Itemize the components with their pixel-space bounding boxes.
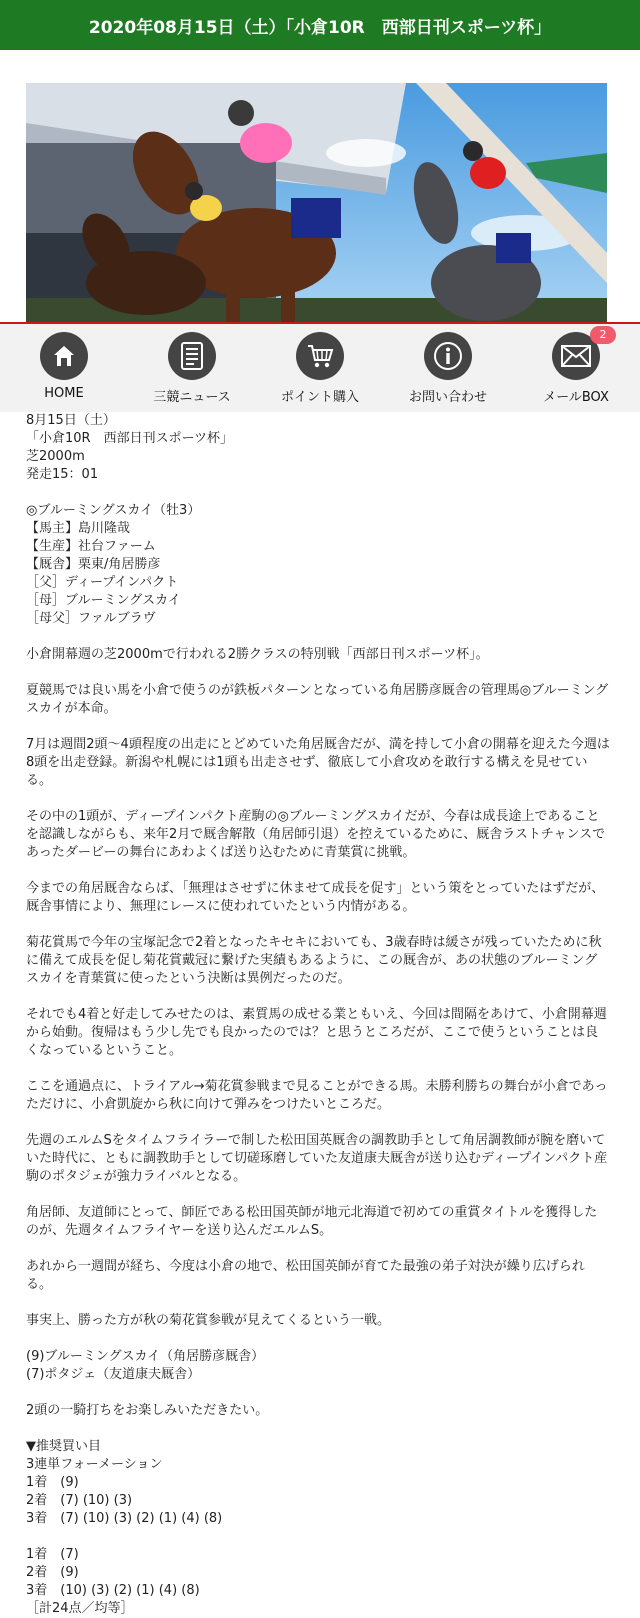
nav-mailbox[interactable]: [512, 324, 640, 412]
race-distance: 芝2000m: [26, 449, 85, 464]
page-title-bar: [0, 0, 640, 50]
race-date: 8月15日（土）: [26, 413, 116, 428]
horse-name: ◎ブルーミングスカイ（牡3）: [26, 503, 201, 518]
race-name: 「小倉10R 西部日刊スポーツ杯」: [26, 431, 234, 446]
paragraph: 菊花賞馬で今年の宝塚記念で2着となったキセキにおいても、3歳春時は緩さが残っていたために秋に備えて成長を促し菊花賞戴冠に繋げた実績もあるように、この厩舎が、あの状態のブルーミングスカイを青葉賞に使ったという決断は異例だったのだ。: [26, 935, 602, 986]
horse-stable: 【厩舎】栗東/角居勝彦: [26, 557, 161, 572]
news-icon: [168, 332, 216, 380]
formation-line: 2着 (7) (10) (3): [26, 1493, 133, 1508]
paragraph: それでも4着と好走してみせたのは、素質馬の成せる業ともいえ、今回は間隔をあけて、小倉開幕週から始動。復帰はもう少し先でも良かったのでは？と思うところだが、ここで使うということは良くなっているということ。: [26, 1007, 607, 1058]
horse-racing-photo: [26, 83, 607, 323]
formation-line: 2着 (9): [26, 1565, 79, 1580]
paragraph: 今までの角居厩舎ならば、「無理はさせずに休ませて成長を促す」という策をとっていたはずだが、厩舎事情により、無理にレースに使われていたという内情がある。: [26, 881, 605, 914]
horse-dam: ［母］ブルーミングスカイ: [26, 593, 181, 608]
paragraph: その中の1頭が、ディープインパクト産駒の◎ブルーミングスカイだが、今春は成長途上であることを認識しながらも、来年2月で厩舎解散（角居師引退）を控えているために、厩舎ラストチャンスであったダービーの舞台にあわよくば送り込むために青葉賞に挑戦。: [26, 809, 606, 860]
nav-points[interactable]: [256, 324, 384, 412]
info-icon: [424, 332, 472, 380]
paragraph: 7月は週間2頭～4頭程度の出走にとどめていた角居厩舎だが、満を持して小倉の開幕を迎えた今週は8頭を出走登録。新潟や札幌には1頭も出走させず、徹底して小倉攻めを敢行する構えを見せている。: [26, 737, 610, 788]
paragraph: 事実上、勝った方が秋の菊花賞参戦が見えてくるという一戦。: [26, 1313, 391, 1328]
rival-line: (7)ポタジェ（友道康夫厩舎）: [26, 1367, 201, 1382]
paragraph: ここを通過点に、トライアル→菊花賞参戦まで見ることができる馬。未勝利勝ちの舞台が小倉であっただけに、小倉凱旋から秋に向けて弾みをつけたいところだ。: [26, 1079, 608, 1112]
nav-contact[interactable]: [384, 324, 512, 412]
picks-type: 3連単フォーメーション: [26, 1457, 163, 1472]
nav-contact-label: お問い合わせ: [408, 390, 487, 405]
page-title: 2020年08月15日（土）「小倉10R 西部日刊スポーツ杯」: [88, 17, 552, 38]
cart-icon: [296, 332, 344, 380]
closing-line: 2頭の一騎打ちをお楽しみいただきたい。: [26, 1403, 269, 1418]
race-post-time: 発走15：01: [26, 467, 99, 482]
paragraph: あれから一週間が経ち、今度は小倉の地で、松田国英師が育てた最強の弟子対決が繰り広げられる。: [26, 1259, 585, 1292]
nav-home-label: HOME: [44, 386, 84, 401]
paragraph: 角居師、友道師にとって、師匠である松田国英師が地元北海道で初めての重賞タイトルを獲得したのが、先週タイムフライヤーを送り込んだエルムS。: [26, 1205, 598, 1238]
formation-line: 3着 (7) (10) (3) (2) (1) (4) (8): [26, 1511, 223, 1526]
horse-owner: 【馬主】島川隆哉: [26, 521, 131, 536]
horse-sire: ［父］ディープインパクト: [26, 575, 179, 590]
formation-line: 1着 (9): [26, 1475, 79, 1490]
hero-image: [26, 83, 607, 323]
paragraph: 夏競馬では良い馬を小倉で使うのが鉄板パターンとなっている角居勝彦厩舎の管理馬◎ブルーミングスカイが本命。: [26, 683, 609, 716]
nav-home[interactable]: [0, 324, 128, 412]
rival-line: (9)ブルーミングスカイ（角居勝彦厩舎）: [26, 1349, 265, 1364]
formation-line: 1着 (7): [26, 1547, 79, 1562]
picks-title: ▼推奨買い目: [26, 1439, 101, 1454]
picks-total: ［計24点／均等］: [26, 1601, 134, 1616]
nav-points-label: ポイント購入: [280, 390, 359, 405]
mail-badge: 2: [590, 326, 616, 344]
horse-breeder: 【生産】社台ファーム: [26, 539, 156, 554]
main-nav: [0, 324, 640, 412]
nav-mailbox-label: メールBOX: [543, 390, 609, 405]
home-icon: [40, 332, 88, 380]
nav-news[interactable]: [128, 324, 256, 412]
article-body: [26, 412, 610, 1618]
nav-news-label: 三競ニュース: [153, 390, 231, 405]
paragraph: 小倉開幕週の芝2000mで行われる2勝クラスの特別戦「西部日刊スポーツ杯」。: [26, 647, 489, 662]
paragraph: 先週のエルムSをタイムフライラーで制した松田国英厩舎の調教助手として角居調教師が腕を磨いていた時代に、ともに調教助手として切磋琢磨していた友道康夫厩舎が送り込むディープインパクト産駒のポタジェが強力ライバルとなる。: [26, 1133, 608, 1184]
horse-damsire: ［母父］ファルブラヴ: [26, 611, 156, 626]
formation-line: 3着 (10) (3) (2) (1) (4) (8): [26, 1583, 200, 1598]
